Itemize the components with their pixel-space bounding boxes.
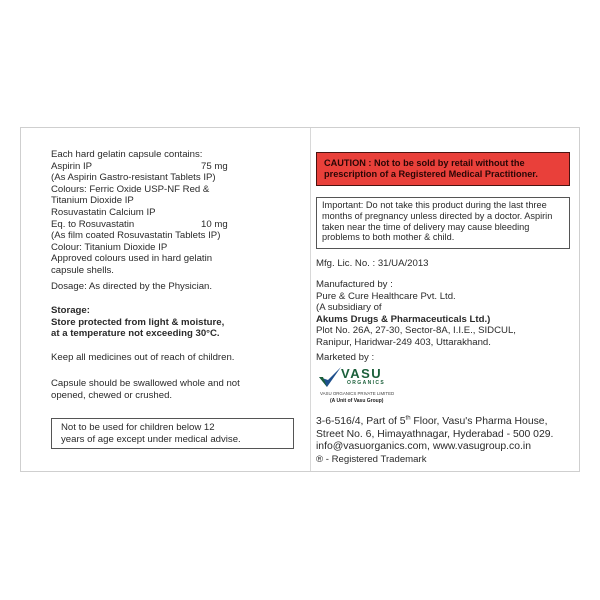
subsidiary-text: (A subsidiary of [316, 302, 382, 314]
checkmark-icon [317, 365, 343, 391]
swallow-block [51, 378, 240, 401]
caution-a: CAUTION : Not to be sold by retail without the [324, 158, 525, 168]
rosuva-note: (As film coated Rosuvastatin Tablets IP) [51, 230, 221, 242]
children-a: Not to be used for children below 12 [61, 422, 215, 433]
children-warning-box [51, 418, 294, 449]
aspirin-row [51, 160, 228, 173]
parent-company: Akums Drugs & Pharmaceuticals Ltd.) [316, 313, 491, 325]
logo-pvt-ltd: VASU ORGANICS PRIVATE LIMITED [320, 391, 395, 396]
logo-organics: ORGANICS [347, 380, 386, 386]
mkt-address-sup: th [405, 415, 411, 422]
address-a: Plot No. 26A, 27-30, Sector-8A, I.I.E., SIDCUL, [316, 325, 516, 337]
logo-unit: (A Unit of Vasu Group) [330, 398, 384, 404]
storage-title: Storage: [51, 305, 90, 316]
marketed-by-label: Marketed by : [316, 352, 375, 363]
manufacturer-name: Pure & Cure Healthcare Pvt. Ltd. [316, 290, 456, 302]
rosuva-eq: Eq. to Rosuvastatin [51, 218, 135, 230]
aspirin-note: (As Aspirin Gastro-resistant Tablets IP) [51, 172, 216, 184]
caution-b: prescription of a Registered Medical Practitioner. [324, 169, 538, 179]
vasu-organics-logo [317, 365, 407, 409]
web-contact: info@vasuorganics.com, www.vasugroup.co.in [316, 441, 531, 453]
logo-brand: VASU [341, 366, 383, 381]
mkt-address-a2: Floor, Vasu's Pharma House, [410, 416, 548, 427]
marketer-address-block [316, 416, 553, 454]
trademark-note: ® - Registered Trademark [316, 454, 427, 465]
rosuva-row [51, 218, 228, 231]
caution-banner [316, 152, 570, 186]
mkt-address-a [316, 416, 553, 429]
rosuva-calcium: Rosuvastatin Calcium IP [51, 206, 156, 218]
important-b: months of pregnancy unless directed by a doctor. Aspirin [322, 210, 553, 221]
address-b: Ranipur, Haridwar-249 403, Uttarakhand. [316, 336, 491, 348]
rosuva-dose: 10 mg [201, 218, 228, 230]
mkt-address-a1: 3-6-516/4, Part of 5 [316, 416, 406, 427]
storage-b: at a temperature not exceeding 30°C. [51, 328, 220, 340]
mkt-address-b: Street No. 6, Himayathnagar, Hyderabad - 500 029. [316, 428, 554, 440]
colours-1a: Colours: Ferric Oxide USP-NF Red & [51, 183, 210, 195]
keep-out-text: Keep all medicines out of reach of children. [51, 352, 235, 363]
manufactured-by-label: Manufactured by : [316, 279, 393, 290]
colour-2: Colour: Titanium Dioxide IP [51, 241, 168, 253]
dosage-text: Dosage: As directed by the Physician. [51, 281, 213, 292]
composition-block [51, 149, 228, 277]
approved-a: Approved colours used in hard gelatin [51, 253, 213, 265]
storage-a: Store protected from light & moisture, [51, 316, 225, 328]
aspirin-name: Aspirin IP [51, 160, 93, 172]
children-b: years of age except under medical advise. [61, 433, 241, 445]
important-c: taken near the time of delivery may cause bleeding [322, 221, 530, 232]
composition-title: Each hard gelatin capsule contains: [51, 149, 203, 160]
important-box [316, 197, 570, 249]
swallow-b: opened, chewed or crushed. [51, 389, 173, 401]
important-d: problems to both mother & child. [322, 232, 455, 243]
approved-b: capsule shells. [51, 264, 114, 276]
storage-block [51, 305, 224, 340]
swallow-a: Capsule should be swallowed whole and not [51, 378, 240, 389]
aspirin-dose: 75 mg [201, 160, 228, 172]
colours-1b: Titanium Dioxide IP [51, 195, 134, 207]
center-divider [310, 128, 311, 471]
mfg-lic: Mfg. Lic. No. : 31/UA/2013 [316, 258, 429, 269]
manufacturer-block [316, 279, 516, 349]
carton-panel [20, 127, 580, 472]
important-a: Important: Do not take this product during the last three [322, 200, 547, 210]
